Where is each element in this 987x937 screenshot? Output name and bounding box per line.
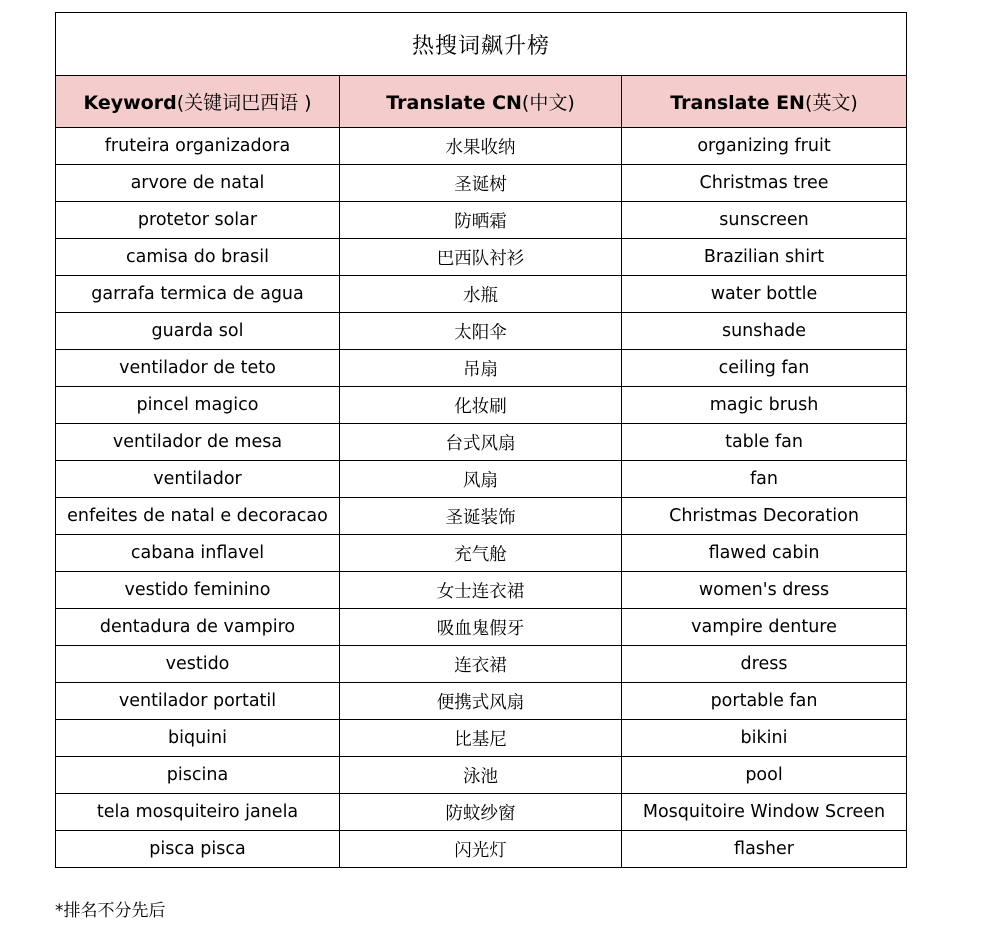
cell-keyword: pisca pisca — [56, 831, 340, 868]
cell-translate-en: dress — [622, 646, 907, 683]
cell-translate-en: bikini — [622, 720, 907, 757]
cell-translate-cn: 巴西队衬衫 — [340, 239, 622, 276]
cell-keyword: biquini — [56, 720, 340, 757]
cell-keyword: ventilador — [56, 461, 340, 498]
header-row — [56, 76, 907, 128]
table-body — [56, 128, 907, 868]
cell-keyword: pincel magico — [56, 387, 340, 424]
table-row — [56, 239, 907, 276]
header-translate-en — [622, 76, 907, 128]
header-translate-cn-main: Translate CN — [386, 92, 522, 114]
cell-translate-en: portable fan — [622, 683, 907, 720]
cell-translate-cn: 泳池 — [340, 757, 622, 794]
cell-translate-cn: 太阳伞 — [340, 313, 622, 350]
cell-translate-cn: 比基尼 — [340, 720, 622, 757]
cell-translate-cn: 风扇 — [340, 461, 622, 498]
cell-translate-en: fan — [622, 461, 907, 498]
cell-translate-en: women's dress — [622, 572, 907, 609]
cell-keyword: ventilador de teto — [56, 350, 340, 387]
header-keyword — [56, 76, 340, 128]
cell-keyword: piscina — [56, 757, 340, 794]
cell-translate-en: water bottle — [622, 276, 907, 313]
header-keyword-main: Keyword — [83, 92, 177, 114]
table-row — [56, 646, 907, 683]
cell-keyword: vestido — [56, 646, 340, 683]
cell-translate-cn: 防晒霜 — [340, 202, 622, 239]
table-row — [56, 720, 907, 757]
table-row — [56, 683, 907, 720]
cell-translate-en: Brazilian shirt — [622, 239, 907, 276]
table-row — [56, 350, 907, 387]
cell-keyword: garrafa termica de agua — [56, 276, 340, 313]
cell-translate-cn: 水果收纳 — [340, 128, 622, 165]
table-row — [56, 498, 907, 535]
cell-translate-en: Christmas Decoration — [622, 498, 907, 535]
header-translate-cn-sub: (中文) — [521, 92, 575, 114]
header-translate-en-sub: (英文) — [804, 92, 858, 114]
table-row — [56, 461, 907, 498]
cell-keyword: ventilador portatil — [56, 683, 340, 720]
cell-translate-cn: 圣诞树 — [340, 165, 622, 202]
cell-translate-cn: 水瓶 — [340, 276, 622, 313]
table-row — [56, 387, 907, 424]
cell-keyword: ventilador de mesa — [56, 424, 340, 461]
cell-translate-cn: 化妆刷 — [340, 387, 622, 424]
cell-translate-cn: 吊扇 — [340, 350, 622, 387]
cell-translate-cn: 防蚊纱窗 — [340, 794, 622, 831]
cell-translate-cn: 闪光灯 — [340, 831, 622, 868]
cell-keyword: protetor solar — [56, 202, 340, 239]
header-translate-en-main: Translate EN — [670, 92, 805, 114]
cell-translate-en: magic brush — [622, 387, 907, 424]
cell-keyword: tela mosquiteiro janela — [56, 794, 340, 831]
table-row — [56, 757, 907, 794]
hot-search-table — [55, 12, 907, 868]
table-row — [56, 128, 907, 165]
cell-translate-cn: 连衣裙 — [340, 646, 622, 683]
table-title: 热搜词飙升榜 — [56, 13, 907, 76]
keyword-table-container — [55, 12, 906, 868]
cell-translate-cn: 女士连衣裙 — [340, 572, 622, 609]
cell-translate-en: table fan — [622, 424, 907, 461]
cell-translate-en: ceiling fan — [622, 350, 907, 387]
cell-translate-cn: 台式风扇 — [340, 424, 622, 461]
cell-keyword: fruteira organizadora — [56, 128, 340, 165]
cell-translate-en: flawed cabin — [622, 535, 907, 572]
cell-keyword: arvore de natal — [56, 165, 340, 202]
cell-translate-en: Mosquitoire Window Screen — [622, 794, 907, 831]
cell-keyword: cabana inflavel — [56, 535, 340, 572]
cell-translate-cn: 圣诞装饰 — [340, 498, 622, 535]
footnote: *排名不分先后 — [55, 901, 166, 921]
table-row — [56, 313, 907, 350]
cell-translate-en: Christmas tree — [622, 165, 907, 202]
cell-keyword: guarda sol — [56, 313, 340, 350]
table-row — [56, 165, 907, 202]
cell-translate-en: organizing fruit — [622, 128, 907, 165]
table-row — [56, 831, 907, 868]
cell-translate-en: sunscreen — [622, 202, 907, 239]
title-row — [56, 13, 907, 76]
table-row — [56, 794, 907, 831]
table-row — [56, 276, 907, 313]
cell-translate-en: sunshade — [622, 313, 907, 350]
table-row — [56, 424, 907, 461]
cell-keyword: dentadura de vampiro — [56, 609, 340, 646]
cell-translate-en: vampire denture — [622, 609, 907, 646]
table-row — [56, 202, 907, 239]
cell-keyword: camisa do brasil — [56, 239, 340, 276]
cell-translate-cn: 便携式风扇 — [340, 683, 622, 720]
cell-translate-cn: 吸血鬼假牙 — [340, 609, 622, 646]
cell-keyword: enfeites de natal e decoracao — [56, 498, 340, 535]
table-row — [56, 572, 907, 609]
table-row — [56, 535, 907, 572]
cell-translate-en: flasher — [622, 831, 907, 868]
header-translate-cn — [340, 76, 622, 128]
table-row — [56, 609, 907, 646]
cell-translate-cn: 充气舱 — [340, 535, 622, 572]
cell-keyword: vestido feminino — [56, 572, 340, 609]
cell-translate-en: pool — [622, 757, 907, 794]
header-keyword-sub: (关键词巴西语 ) — [176, 92, 312, 114]
